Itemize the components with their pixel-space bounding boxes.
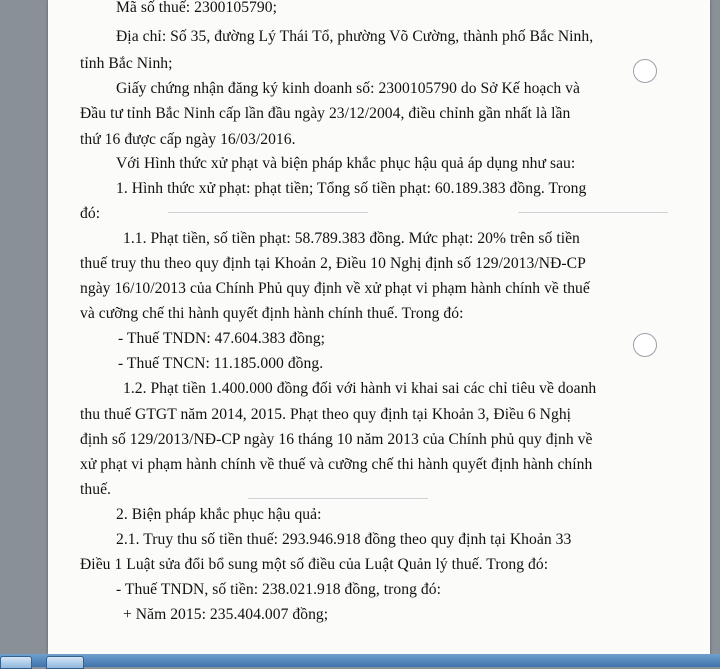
document-page: [48, 0, 710, 654]
doc-line: + Năm 2015: 235.404.007 đồng;: [123, 606, 329, 623]
doc-line: thứ 16 được cấp ngày 16/03/2016.: [80, 131, 296, 148]
doc-line: thu thuế GTGT năm 2014, 2015. Phạt theo quy định tại Khoản 3, Điều 6 Nghị: [80, 406, 572, 423]
taskbar: [0, 654, 720, 667]
doc-line: - Thuế TNDN: 47.604.383 đồng;: [118, 330, 326, 347]
doc-line: thuế truy thu theo quy định tại Khoản 2, Điều 10 Nghị định số 129/2013/NĐ-CP: [80, 255, 586, 272]
doc-line: xử phạt vi phạm hành chính về thuế và cưỡng chế thi hành quyết định hành chính: [80, 456, 593, 473]
start-button[interactable]: [0, 656, 32, 669]
doc-line: và cưỡng chế thi hành quyết định hành chính thuế. Trong đó:: [80, 305, 464, 322]
doc-line: Mã số thuế: 2300105790;: [116, 0, 277, 16]
doc-line: thuế.: [80, 481, 111, 498]
bleed-rule: [168, 212, 368, 213]
doc-line: - Thuế TNCN: 11.185.000 đồng.: [118, 355, 324, 372]
doc-line: - Thuế TNDN, số tiền: 238.021.918 đồng, trong đó:: [116, 581, 441, 598]
doc-line: Giấy chứng nhận đăng ký kinh doanh số: 2300105790 do Sở Kế hoạch và: [116, 80, 580, 97]
doc-line: 2.1. Truy thu số tiền thuế: 293.946.918 đồng theo quy định tại Khoản 33: [116, 531, 572, 548]
doc-line: 1.2. Phạt tiền 1.400.000 đồng đối với hành vi khai sai các chỉ tiêu về doanh: [123, 380, 597, 397]
doc-line: Với Hình thức xử phạt và biện pháp khắc phục hậu quả áp dụng như sau:: [116, 155, 576, 172]
punch-hole: [633, 59, 657, 83]
bleed-rule: [518, 212, 668, 213]
doc-line: 2. Biện pháp khắc phục hậu quả:: [116, 506, 322, 523]
doc-line: tỉnh Bắc Ninh;: [80, 55, 173, 72]
punch-hole: [633, 333, 657, 357]
doc-line: ngày 16/10/2013 của Chính Phủ quy định về xử phạt vi phạm hành chính về thuế: [80, 280, 590, 297]
bleed-rule: [248, 498, 428, 499]
doc-line: định số 129/2013/NĐ-CP ngày 16 tháng 10 năm 2013 của Chính phủ quy định về: [80, 431, 593, 448]
doc-line: đó:: [80, 205, 101, 222]
doc-line: 1.1. Phạt tiền, số tiền phạt: 58.789.383 đồng. Mức phạt: 20% trên số tiền: [123, 230, 580, 247]
doc-line: Điều 1 Luật sửa đổi bổ sung một số điều của Luật Quản lý thuế. Trong đó:: [80, 556, 549, 573]
doc-line: Đầu tư tỉnh Bắc Ninh cấp lần đầu ngày 23/12/2004, điều chỉnh gần nhất là lần: [80, 105, 571, 122]
taskbar-app-button[interactable]: [46, 656, 84, 669]
doc-line: Địa chỉ: Số 35, đường Lý Thái Tổ, phường Võ Cường, thành phố Bắc Ninh,: [116, 28, 594, 45]
doc-line: 1. Hình thức xử phạt: phạt tiền; Tổng số tiền phạt: 60.189.383 đồng. Trong: [116, 180, 587, 197]
